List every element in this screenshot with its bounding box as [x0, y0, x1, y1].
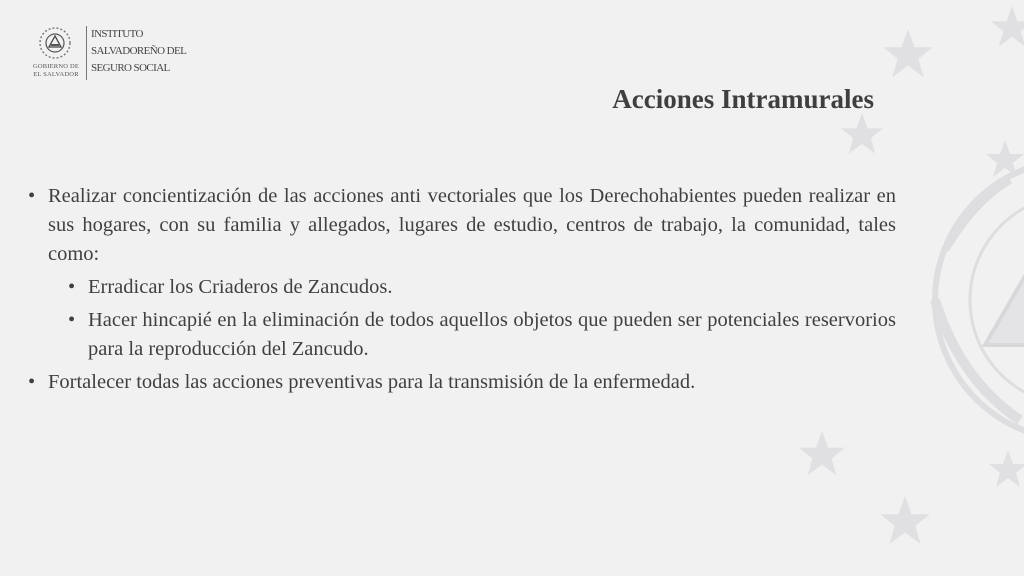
bullet-icon: •: [28, 371, 36, 393]
star-icon: [841, 113, 883, 154]
institution-logo: [34, 26, 234, 82]
institution-name-line1: INSTITUTO: [91, 28, 143, 40]
logo-divider: [86, 26, 87, 80]
star-icon: [991, 6, 1024, 47]
institution-name-line3: SEGURO SOCIAL: [91, 62, 170, 74]
star-icon: [989, 450, 1024, 487]
sub-bullet-item: [68, 306, 896, 364]
government-label-line2: EL SALVADOR: [33, 71, 79, 78]
star-icon: [880, 496, 929, 544]
bullet-item: [28, 368, 896, 397]
bullet-list: [28, 182, 896, 401]
star-icon: [883, 29, 932, 77]
slide-title: Acciones Intramurales: [612, 84, 874, 114]
bullet-text: Fortalecer todas las acciones preventivas para la transmisión de la enfermedad.: [48, 371, 696, 393]
coat-of-arms-watermark: [935, 160, 1024, 440]
sub-bullet-text: Erradicar los Criaderos de Zancudos.: [88, 276, 393, 298]
bullet-text: Realizar concientización de las acciones anti vectoriales que los Derechohabientes pueden realizar en sus hogares, con su familia y allegados, lugares de estudio, centros de trabajo, la comunidad, tales como:: [48, 185, 896, 265]
bullet-icon: •: [68, 309, 76, 331]
sub-bullet-text: Hacer hincapié en la eliminación de todos aquellos objetos que pueden ser potenciales reservorios para la reproducción del Zancudo.: [88, 309, 896, 360]
star-icon: [799, 431, 845, 475]
institution-name-line2: SALVADOREÑO DEL: [91, 45, 187, 57]
bullet-item: [28, 182, 896, 269]
bullet-icon: •: [28, 185, 36, 207]
bullet-icon: •: [68, 276, 76, 298]
sub-bullet-item: [68, 273, 896, 302]
seal-icon: [38, 26, 72, 60]
government-label-line1: GOBIERNO DE: [32, 63, 80, 70]
